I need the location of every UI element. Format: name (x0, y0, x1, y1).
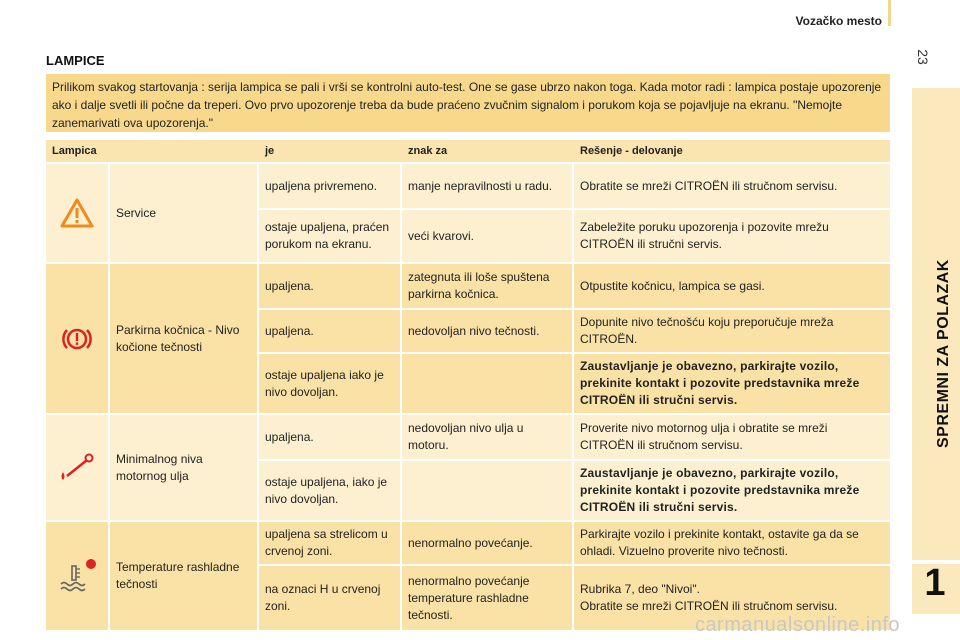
header-je: je (259, 140, 402, 162)
action-cell: Zaustavljanje je obavezno, parkirajte vozilo, prekinite kontakt i pozovite predstavnika mreže CITROËN ili stručni servis. (574, 461, 890, 520)
cause-cell (402, 354, 574, 413)
service-warning-triangle-icon (46, 164, 110, 262)
table-row (46, 264, 890, 308)
action-line: Obratite se mreži CITROËN ili stručnom servisu. (580, 599, 838, 613)
intro-text: Prilikom svakog startovanja : serija lampica se pali i vrši se kontrolni auto-test. One se gase ubrzo nakon toga. Kada motor radi : lampica postaje upozorenje ako i dalje svetli ili počne da treperi. Ovo prvo upozorenje treba da bude praćeno zvučnim signalom i porukom koja se pojavljuje na ekranu. "Nemojte zanemarivati ova upozorenja." (46, 74, 890, 132)
oil-level-icon (46, 415, 110, 520)
chapter-number: 1 (924, 562, 946, 604)
cause-cell: manje nepravilnosti u radu. (402, 164, 574, 208)
header-rule (888, 0, 891, 26)
table-header-row (46, 140, 890, 162)
brake-warning-icon (46, 264, 110, 413)
table-row (46, 522, 890, 564)
header-lampica: Lampica (46, 140, 110, 162)
coolant-temperature-icon (46, 522, 110, 630)
light-name: Minimalnog niva motornog ulja (110, 415, 259, 520)
header-name (110, 140, 259, 162)
warning-lights-table (46, 138, 890, 632)
cause-cell: nedovoljan nivo tečnosti. (402, 310, 574, 352)
cause-cell (402, 461, 574, 520)
cause-cell: nenormalno povećanje temperature rashladne tečnosti. (402, 566, 574, 630)
header-resenje: Rešenje - delovanje (574, 140, 890, 162)
action-cell: Obratite se mreži CITROËN ili stručnom servisu. (574, 164, 890, 208)
state-cell: upaljena sa strelicom u crvenoj zoni. (259, 522, 402, 564)
cause-cell: nedovoljan nivo ulja u motoru. (402, 415, 574, 459)
state-cell: upaljena privremeno. (259, 164, 402, 208)
state-cell: upaljena. (259, 415, 402, 459)
light-name: Parkirna kočnica - Nivo kočione tečnosti (110, 264, 259, 413)
table-row (46, 415, 890, 459)
state-cell: na oznaci H u crvenoj zoni. (259, 566, 402, 630)
cause-cell: zategnuta ili loše spuštena parkirna kočnica. (402, 264, 574, 308)
action-cell: Zaustavljanje je obavezno, parkirajte vozilo, prekinite kontakt i pozovite predstavnika mreže CITROËN ili stručni servis. (574, 354, 890, 413)
action-cell: Proverite nivo motornog ulja i obratite se mreži CITROËN ili stručnom servisu. (574, 415, 890, 459)
running-header-title: Vozačko mesto (795, 14, 882, 28)
page-number: 23 (915, 49, 931, 65)
header-znak-za: znak za (402, 140, 574, 162)
light-name: Temperature rashladne tečnosti (110, 522, 259, 630)
state-cell: ostaje upaljena iako je nivo dovoljan. (259, 354, 402, 413)
light-name: Service (110, 164, 259, 262)
cause-cell: nenormalno povećanje. (402, 522, 574, 564)
section-title: LAMPICE (46, 53, 105, 68)
action-cell: Dopunite nivo tečnošću koju preporučuje mreža CITROËN. (574, 310, 890, 352)
state-cell: ostaje upaljena, praćen porukom na ekranu. (259, 210, 402, 262)
cause-cell: veći kvarovi. (402, 210, 574, 262)
state-cell: upaljena. (259, 264, 402, 308)
side-tab-label: SPREMNI ZA POLAZAK (935, 259, 952, 448)
action-cell: Otpustite kočnicu, lampica se gasi. (574, 264, 890, 308)
action-cell: Parkirajte vozilo i prekinite kontakt, ostavite ga da se ohladi. Vizuelno proverite nivo tečnosti. (574, 522, 890, 564)
action-cell: Zabeležite poruku upozorenja i pozovite mrežu CITROËN ili stručni servis. (574, 210, 890, 262)
table-row (46, 164, 890, 208)
state-cell: ostaje upaljena, iako je nivo dovoljan. (259, 461, 402, 520)
state-cell: upaljena. (259, 310, 402, 352)
action-line: Rubrika 7, deo "Nivoi". (580, 582, 700, 596)
watermark: carmanualsonline.info (694, 614, 900, 636)
